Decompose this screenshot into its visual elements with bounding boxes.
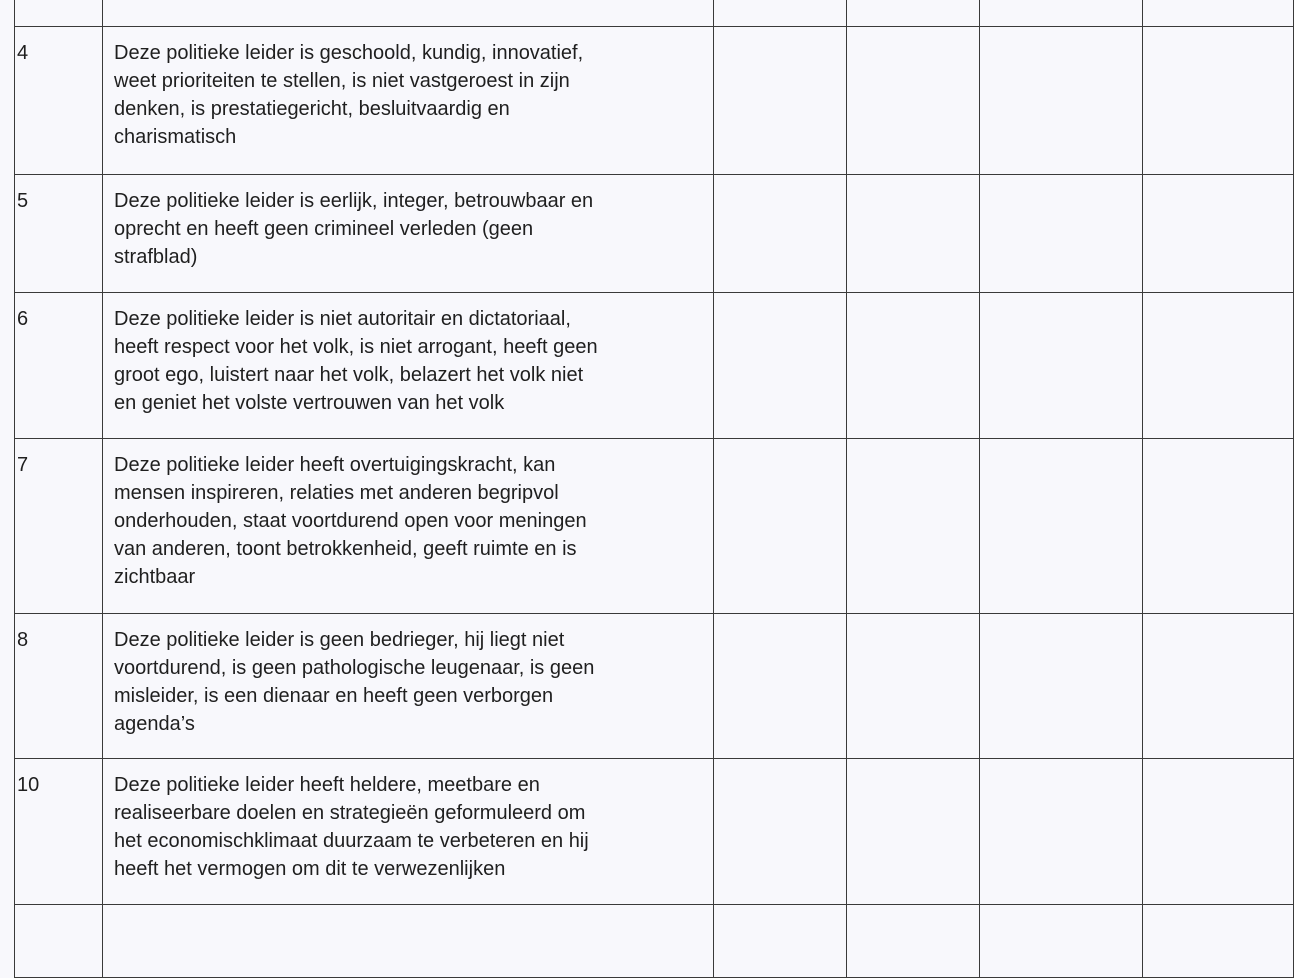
score-cell[interactable] xyxy=(1143,293,1294,439)
score-cell[interactable] xyxy=(980,293,1143,439)
statement-text: Deze politieke leider is geen bedrieger, hij liegt niet voortdurend, is geen pathologische leugenaar, is geen misleider, is een dienaar en heeft geen verborgen agenda’s xyxy=(103,614,714,759)
score-cell[interactable] xyxy=(980,905,1143,978)
row-number: 5 xyxy=(15,175,103,293)
row-number xyxy=(15,905,103,978)
score-cell[interactable] xyxy=(847,614,980,759)
score-cell[interactable] xyxy=(714,759,847,905)
statement-text: Deze politieke leider is niet autoritair en dictatoriaal, heeft respect voor het volk, is niet arrogant, heeft geen groot ego, luistert naar het volk, belazert het volk niet en geniet het volste vertrouwen van het volk xyxy=(103,293,714,439)
score-cell[interactable] xyxy=(980,614,1143,759)
score-cell[interactable] xyxy=(847,759,980,905)
row-number: 4 xyxy=(15,27,103,175)
row-number: 10 xyxy=(15,759,103,905)
statement-text: Deze politieke leider heeft heldere, meetbare en realiseerbare doelen en strategieën geformuleerd om het economischklimaat duurzaam te verbeteren en hij heeft het vermogen om dit te verwezenlijken xyxy=(103,759,714,905)
table-row xyxy=(15,0,1294,27)
score-cell[interactable] xyxy=(980,439,1143,614)
table-row xyxy=(15,439,1294,614)
statement-text: Deze politieke leider heeft overtuigingskracht, kan mensen inspireren, relaties met anderen begripvol onderhouden, staat voortdurend open voor meningen van anderen, toont betrokkenheid, geeft ruimte en is zichtbaar xyxy=(103,439,714,614)
statement-text xyxy=(103,905,714,978)
score-cell[interactable] xyxy=(980,759,1143,905)
row-number: 7 xyxy=(15,439,103,614)
score-cell[interactable] xyxy=(847,905,980,978)
score-cell[interactable] xyxy=(980,0,1143,27)
score-cell[interactable] xyxy=(847,175,980,293)
score-cell[interactable] xyxy=(847,439,980,614)
table-row xyxy=(15,759,1294,905)
table-row xyxy=(15,614,1294,759)
statement-text: Deze politieke leider is geschoold, kundig, innovatief, weet prioriteiten te stellen, is niet vastgeroest in zijn denken, is prestatiegericht, besluitvaardig en charismatisch xyxy=(103,27,714,175)
table-row xyxy=(15,905,1294,978)
row-number: 8 xyxy=(15,614,103,759)
score-cell[interactable] xyxy=(714,905,847,978)
table-row xyxy=(15,27,1294,175)
score-cell[interactable] xyxy=(1143,905,1294,978)
score-cell[interactable] xyxy=(714,293,847,439)
row-number xyxy=(15,0,103,27)
score-cell[interactable] xyxy=(1143,439,1294,614)
table-row xyxy=(15,293,1294,439)
score-cell[interactable] xyxy=(714,614,847,759)
statement-text xyxy=(103,0,714,27)
table-row xyxy=(15,175,1294,293)
score-cell[interactable] xyxy=(714,175,847,293)
score-cell[interactable] xyxy=(1143,759,1294,905)
score-cell[interactable] xyxy=(714,439,847,614)
score-cell[interactable] xyxy=(1143,27,1294,175)
statement-text: Deze politieke leider is eerlijk, integer, betrouwbaar en oprecht en heeft geen crimineel verleden (geen strafblad) xyxy=(103,175,714,293)
leader-rating-table xyxy=(14,0,1294,978)
score-cell[interactable] xyxy=(847,293,980,439)
score-cell[interactable] xyxy=(1143,175,1294,293)
score-cell[interactable] xyxy=(1143,614,1294,759)
score-cell[interactable] xyxy=(847,27,980,175)
score-cell[interactable] xyxy=(1143,0,1294,27)
score-cell[interactable] xyxy=(714,0,847,27)
score-cell[interactable] xyxy=(980,27,1143,175)
score-cell[interactable] xyxy=(714,27,847,175)
score-cell[interactable] xyxy=(847,0,980,27)
row-number: 6 xyxy=(15,293,103,439)
score-cell[interactable] xyxy=(980,175,1143,293)
